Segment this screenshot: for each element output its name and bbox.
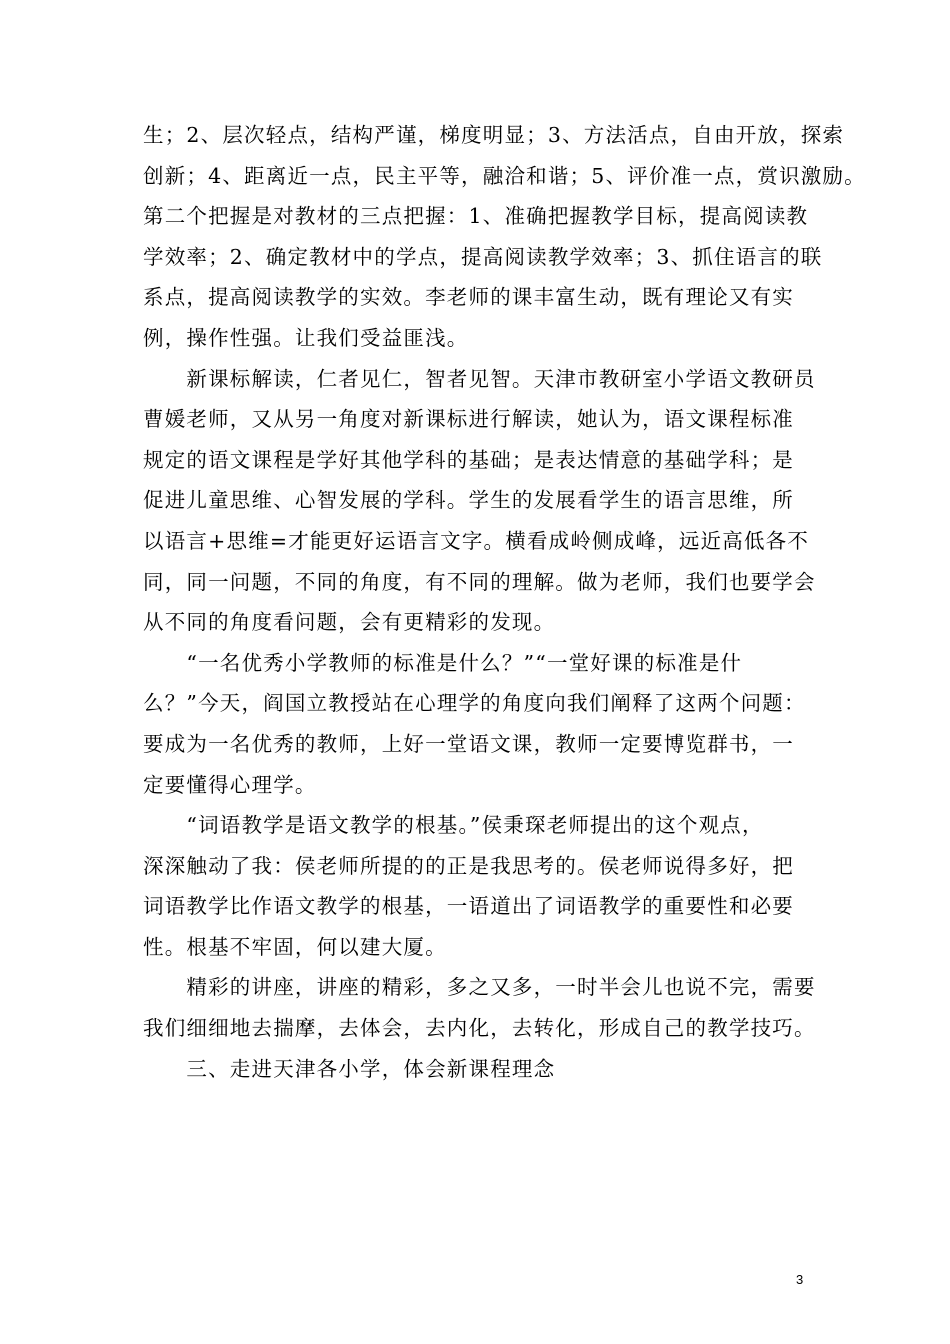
text-line: 学效率；2、确定教材中的学点，提高阅读教学效率；3、抓住语言的联	[143, 244, 823, 269]
text-line: “词语教学是语文教学的根基。”侯秉琛老师提出的这个观点，	[143, 813, 764, 838]
text-line: 第二个把握是对教材的三点把握：1、准确把握教学目标，提高阅读教	[143, 204, 809, 229]
text-line: “一名优秀小学教师的标准是什么？”“一堂好课的标准是什	[143, 650, 743, 675]
text-line: 我们细细地去揣摩，去体会，去内化，去转化，形成自己的教学技巧。	[143, 1016, 816, 1041]
text-line: 定要懂得心理学。	[143, 772, 317, 797]
text-line: 要成为一名优秀的教师，上好一堂语文课，教师一定要博览群书，一	[143, 731, 794, 756]
text-line: 例，操作性强。让我们受益匪浅。	[143, 325, 469, 350]
text-line: 新课标解读，仁者见仁，智者见智。天津市教研室小学语文教研员	[143, 366, 816, 391]
page-number: 3	[796, 1272, 804, 1287]
text-line: 系点，提高阅读教学的实效。李老师的课丰富生动，既有理论又有实	[143, 285, 794, 310]
text-line: 创新；4、距离近一点，民主平等，融洽和谐；5、评价准一点，赏识激励。	[143, 163, 866, 188]
text-line: 曹媛老师，又从另一角度对新课标进行解读，她认为，语文课程标准	[143, 407, 794, 432]
text-line: 精彩的讲座，讲座的精彩，多之又多，一时半会儿也说不完，需要	[143, 975, 816, 1000]
text-line: 规定的语文课程是学好其他学科的基础；是表达情意的基础学科；是	[143, 447, 794, 472]
text-line: 从不同的角度看问题，会有更精彩的发现。	[143, 610, 556, 635]
body-text	[143, 115, 866, 1089]
text-line: 么？”今天，阎国立教授站在心理学的角度向我们阐释了这两个问题：	[143, 691, 806, 716]
text-line: 以语言+思维=才能更好运语言文字。横看成岭侧成峰，远近高低各不	[143, 528, 810, 553]
text-line: 性。根基不牢固，何以建大厦。	[143, 934, 447, 959]
text-line: 促进儿童思维、心智发展的学科。学生的发展看学生的语言思维，所	[143, 488, 794, 513]
text-line: 深深触动了我：侯老师所提的的正是我思考的。侯老师说得多好，把	[143, 853, 794, 878]
text-line: 词语教学比作语文教学的根基，一语道出了词语教学的重要性和必要	[143, 894, 794, 919]
section-heading: 三、走进天津各小学，体会新课程理念	[143, 1056, 556, 1081]
text-line: 生；2、层次轻点，结构严谨，梯度明显；3、方法活点，自由开放，探索	[143, 123, 845, 147]
text-line: 同，同一问题，不同的角度，有不同的理解。做为老师，我们也要学会	[143, 569, 816, 594]
